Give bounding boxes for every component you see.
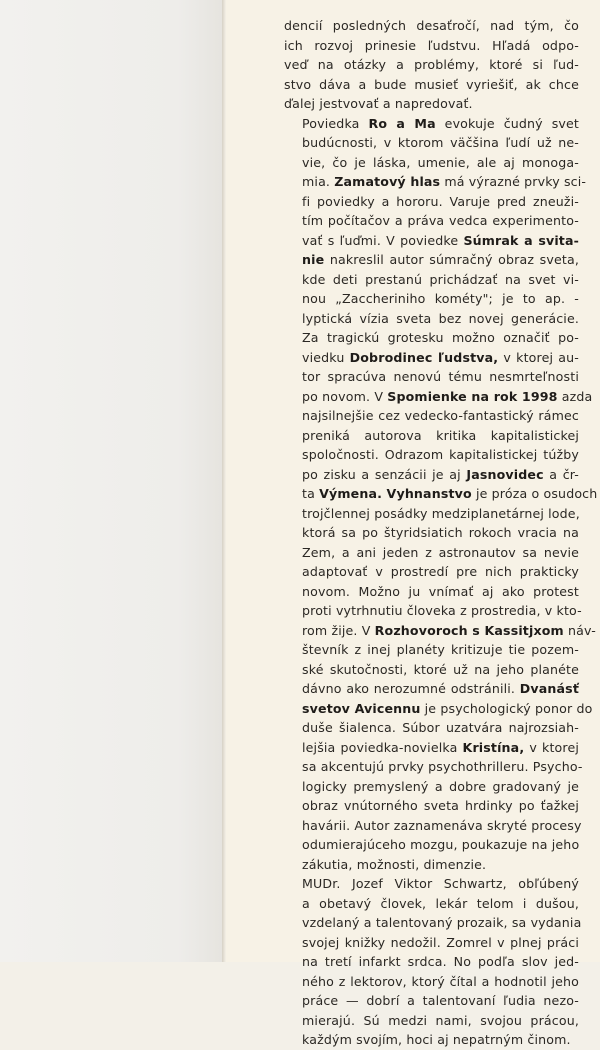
text-run: ďalej jestvovať a napredovať. (284, 96, 473, 111)
text-run: fi poviedky a hororu. Varuje pred zneuži- (302, 193, 579, 209)
bold-title: nie (302, 252, 325, 267)
text-line (284, 504, 579, 524)
text-line (284, 445, 579, 465)
left-blank-page (0, 0, 222, 962)
text-run: rom žije. V (302, 622, 375, 638)
bold-title: Výmena. Vyhnanstvo (319, 486, 472, 501)
text-line (284, 348, 579, 368)
text-line (284, 933, 579, 953)
text-run: duše šialenca. Súbor uzatvára najrozsiah- (302, 720, 579, 735)
text-line (284, 133, 579, 153)
text-line (284, 582, 579, 602)
bold-title: svetov Avicennu (302, 700, 421, 716)
text-line (284, 874, 579, 894)
text-line (284, 757, 583, 777)
text-run: Zem, a ani jeden z astronautov sa nevie (302, 544, 579, 560)
text-line (284, 309, 579, 329)
text-line (284, 796, 579, 816)
text-run: mierajú. Sú medzi nami, svojou prácou, (302, 1012, 579, 1028)
text-line (284, 387, 593, 407)
text-run: preniká autorova kritika kapitalistickej (302, 427, 579, 443)
bold-title: Jasnovidec (466, 466, 544, 482)
text-line (284, 601, 582, 621)
text-run: a obetavý človek, lekár telom i dušou, (302, 895, 579, 911)
text-line (284, 1030, 579, 1050)
text-run: obraz vnútorného sveta hrdinky po ťažkej (302, 798, 579, 813)
text-run: kde deti prestanú prichádzať na svet vi- (302, 271, 579, 287)
text-run: ta (302, 486, 320, 501)
text-line (284, 16, 579, 36)
text-line (284, 367, 579, 387)
text-line (284, 660, 579, 680)
text-run: dávno ako nerozumné odstránili. (302, 681, 520, 696)
text-run: je próza o osudoch (471, 486, 598, 501)
text-line (284, 328, 579, 348)
text-line (284, 270, 579, 290)
text-line (284, 484, 598, 504)
text-run: tor spracúva nenovú tému nesmrteľnosti (302, 369, 579, 384)
text-run: spoločnosti. Odrazom kapitalistickej túžby (302, 447, 579, 462)
text-run: Poviedka (302, 115, 369, 131)
paragraph (284, 16, 579, 114)
text-run: ské skutočnosti, ktoré už na jeho planéte (302, 661, 579, 677)
text-line (284, 172, 587, 192)
text-run: viedku (302, 349, 350, 365)
text-line (284, 153, 579, 173)
text-line (284, 718, 579, 738)
text-line (284, 640, 579, 660)
text-line (284, 894, 579, 914)
text-run: tím počítačov a práva vedca experimento- (302, 213, 579, 228)
text-run: števník z inej planéty kritizuje tie pozem- (302, 642, 579, 657)
text-run: mia. (302, 174, 335, 189)
paragraph (284, 114, 598, 875)
text-run: zákutia, možnosti, dimenzie. (302, 856, 487, 872)
text-run: v ktorej au- (498, 349, 579, 365)
text-run: dencií posledných desaťročí, nad tým, čo (284, 18, 579, 33)
text-run: náv- (563, 622, 596, 638)
text-run: ktorá sa po štyridsiatich rokoch vracia na (302, 525, 579, 540)
text-run: veď na otázky a problémy, ktoré si ľud- (284, 57, 579, 72)
text-run: každým svojím, hoci aj nepatrným činom. (302, 1032, 571, 1047)
text-line (284, 543, 579, 563)
text-run: najsilnejšie cez vedecko-fantastický rámec (302, 408, 579, 423)
text-run: azda (557, 388, 593, 404)
text-run: vie, čo je láska, umenie, ale aj monoga- (302, 154, 579, 170)
text-line (284, 1011, 579, 1031)
text-line (284, 406, 579, 426)
text-run: po novom. V (302, 388, 388, 404)
text-line (284, 250, 579, 270)
text-line (284, 913, 582, 933)
text-line (284, 426, 579, 446)
text-run: logicky premyslený a dobre gradovaný je (302, 778, 579, 794)
text-line (284, 523, 579, 543)
text-line (284, 777, 579, 797)
text-run: ich rozvoj prinesie ľudstvu. Hľadá odpo- (284, 37, 579, 53)
text-line (284, 738, 579, 758)
text-run: má výrazné prvky sci- (440, 174, 587, 189)
text-line (284, 621, 596, 641)
text-line (284, 211, 579, 231)
text-line (284, 94, 579, 114)
text-run: práce — dobrí a talentovaní ľudia nezo- (302, 993, 579, 1008)
text-line (284, 114, 579, 134)
text-line (284, 75, 579, 95)
text-run: evokuje čudný svet (435, 115, 580, 131)
text-run: ného z lektorov, ktorý čítal a hodnotil jeho (302, 973, 579, 989)
bold-title: Dobrodinec ľudstva, (349, 349, 499, 365)
bold-title: Spomienke na rok 1998 (387, 388, 558, 404)
text-line (284, 36, 579, 56)
text-run: vzdelaný a talentovaný prozaik, sa vydania (302, 915, 582, 930)
bold-title: Zamatový hlas (334, 174, 441, 189)
text-run: sa akcentujú prvky psychothrilleru. Psycho- (302, 759, 583, 774)
text-run: svojej knižky nedožil. Zomrel v plnej práci (302, 934, 579, 950)
text-run: adaptovať v prostredí pre nich prakticky (302, 564, 579, 579)
text-run: budúcnosti, v ktorom väčšina ľudí už ne- (302, 135, 579, 150)
text-run: Za tragickú grotesku možno označiť po- (302, 330, 579, 345)
text-run: v ktorej (524, 739, 579, 755)
text-run: novom. Možno ju vnímať aj ako protest (302, 583, 579, 599)
text-line (284, 55, 579, 75)
text-line (284, 231, 579, 251)
text-run: nou „Zaccheriniho kométy"; je to ap. - (302, 291, 579, 306)
body-text (284, 16, 598, 1050)
text-run: a čr- (543, 466, 579, 482)
text-line (284, 562, 579, 582)
bold-title: Kristína, (462, 739, 525, 755)
text-line (284, 192, 579, 212)
text-line (284, 289, 579, 309)
text-run: proti vytrhnutiu človeka z prostredia, v kto- (302, 603, 582, 618)
text-line (284, 816, 582, 836)
text-run: vať s ľuďmi. V poviedke (302, 232, 464, 248)
bold-title: Ro a Ma (368, 115, 436, 131)
text-line (284, 699, 593, 719)
text-line (284, 991, 579, 1011)
bold-title: Rozhovoroch s Kassitjxom (374, 622, 564, 638)
text-run: je psychologický ponor do (420, 700, 593, 716)
text-line (284, 465, 579, 485)
text-line (284, 972, 579, 992)
text-line (284, 835, 579, 855)
text-line (284, 679, 579, 699)
text-run: po zisku a senzácii je aj (302, 466, 467, 482)
text-run: na tretí infarkt srdca. No podľa slov jed- (302, 954, 579, 969)
text-line (284, 855, 579, 875)
text-run: lyptická vízia sveta bez novej generácie. (302, 310, 579, 326)
text-run: nakreslil autor súmračný obraz sveta, (324, 252, 579, 267)
text-run: lejšia poviedka-novielka (302, 739, 463, 755)
text-run: stvo dáva a bude musieť vyriešiť, ak chce (284, 76, 579, 92)
bold-title: Dvanásť (519, 681, 579, 696)
text-run: havárii. Autor zaznamenáva skryté procesy (302, 817, 582, 833)
bold-title: Súmrak a svita- (463, 232, 579, 248)
text-run: odumierajúceho mozgu, poukazuje na jeho (302, 837, 580, 852)
text-run: trojčlennej posádky medziplanetárnej lode, (302, 505, 580, 521)
text-run: MUDr. Jozef Viktor Schwartz, obľúbený (302, 876, 579, 891)
